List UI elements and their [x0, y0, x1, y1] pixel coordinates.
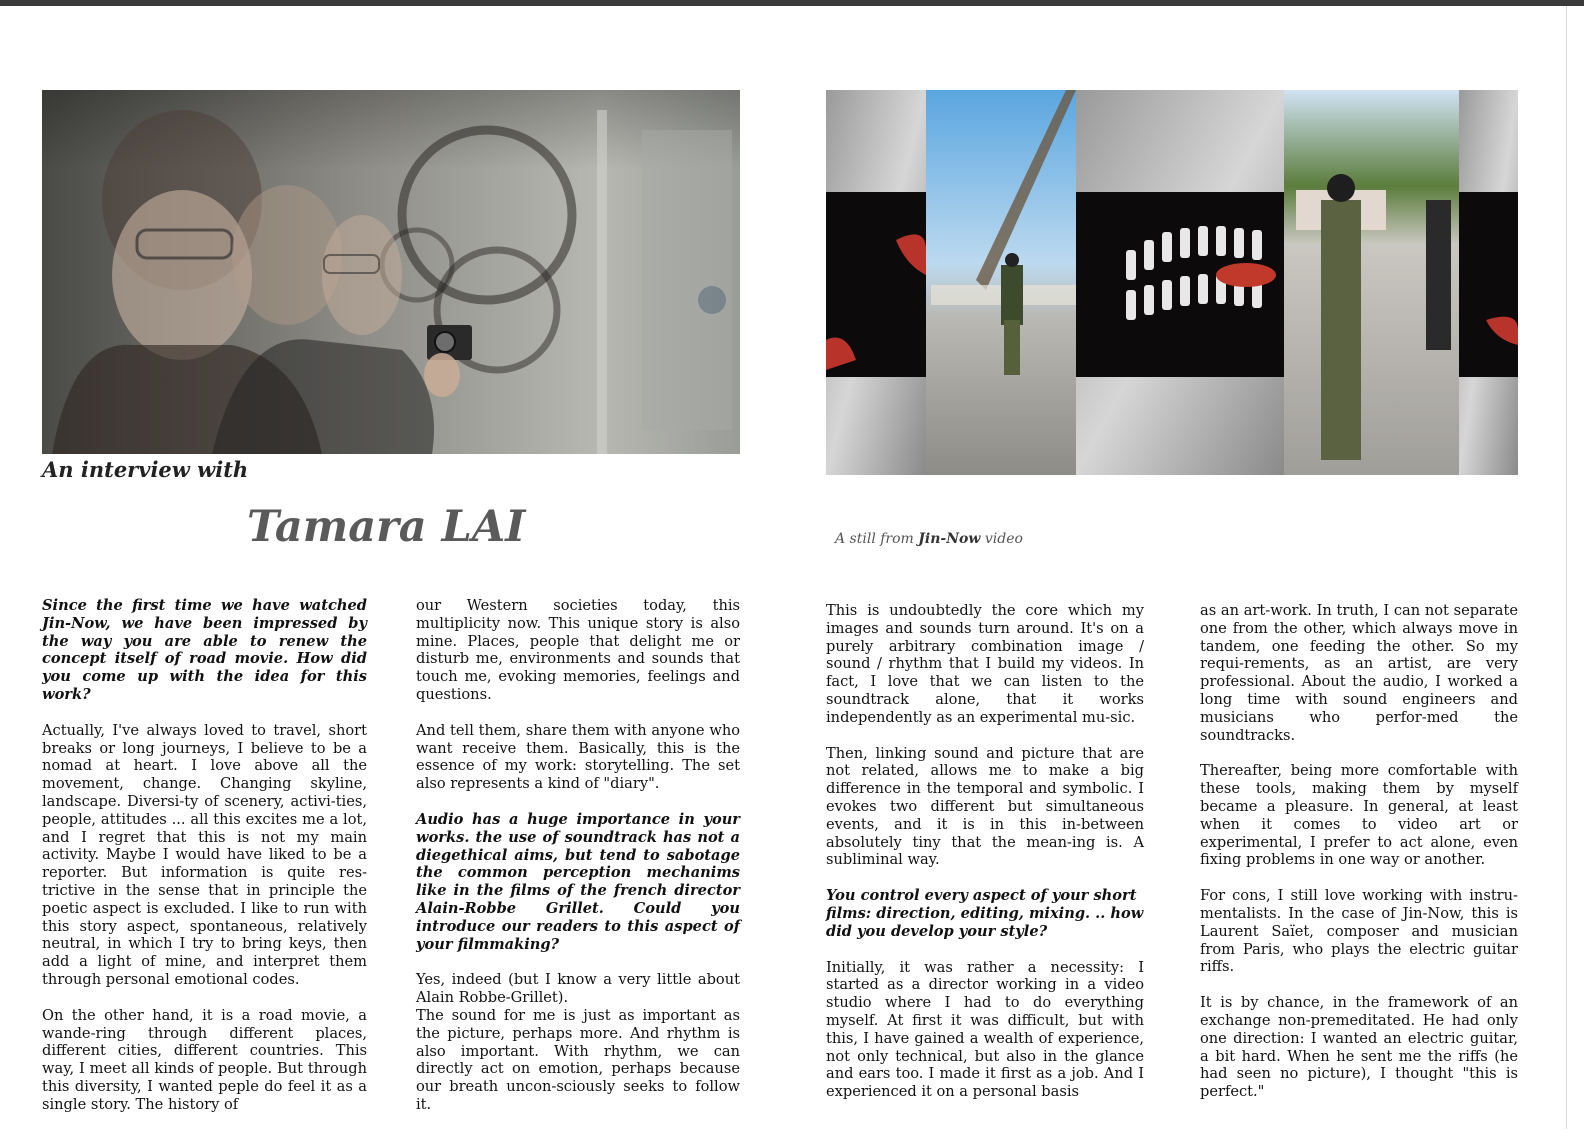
interview-kicker: An interview with [42, 457, 249, 482]
artist-name: Tamara LAI [247, 502, 526, 552]
photo-collage-icon [42, 90, 740, 454]
paragraph: Initially, it was rather a necessity: I started as a director working in a video studio where I had to do everything myself. At first it was difficult, but with this, I have gained a wealth of experience, not only technical, but also in the glance and ears too. I made it first as a job. And I experienced it on a personal basis [826, 958, 1144, 1101]
paragraph: Thereafter, being more comfortable with these tools, making them by myself became a pleasure. In general, at least when it comes to video art or experimental, I prefer to act alone, even fixing problems in one way or another. [1200, 762, 1518, 869]
paragraph: our Western societies today, this multiplicity now. This unique story is also mine. Places, people that delight me or disturb me, environments and sounds that touch me, evoking memories, feelings and questions. [416, 597, 740, 703]
caption-suffix: video [984, 531, 1023, 547]
paragraph: And tell them, share them with anyone who want receive them. Basically, this is the essence of my work: storytelling. The set also represents a kind of "diary". [416, 721, 740, 793]
video-strips-icon [826, 90, 1518, 475]
question: Since the first time we have watched Jin-Now, we have been impressed by the way you are able to renew the concept itself of road movie. How did you come up with the idea for this work? [42, 597, 367, 703]
paragraph: This is undoubtedly the core which my images and sounds turn around. It's on a purely arbitrary combination image / sound / rhythm that I build my videos. In fact, I love that we can listen to the soundtrack alone, that it works independently as an experimental mu-sic. [826, 602, 1144, 726]
top-border [0, 0, 1584, 6]
page-edge [1566, 6, 1567, 1129]
paragraph: Yes, indeed (but I know a very little about Alain Robbe-Grillet). [416, 971, 740, 1007]
interview-photo [42, 90, 740, 454]
caption-title: Jin-Now [918, 531, 981, 547]
paragraph: as an art-work. In truth, I can not separate one from the other, which always move in tandem, one feeding the other. So my requi-rements, as an artist, are very professional. About the audio, I worked a long time with sound engineers and musicians who perfor-med the soundtracks. [1200, 602, 1518, 744]
text-column-4 [1200, 602, 1518, 1119]
paragraph: On the other hand, it is a road movie, a wande-ring through different places, different cities, different countries. This way, I meet all kinds of people. But through this diversity, I wanted peple do feel it as a single story. The history of [42, 1006, 367, 1113]
video-still-photo [826, 90, 1518, 475]
text-column-2 [416, 597, 740, 1132]
paragraph: Actually, I've always loved to travel, short breaks or long journeys, I believe to be a nomad at heart. I love above all the movement, change. Changing skyline, landscape. Diversi-ty of scenery, activi-ties, people, attitudes ... all this excites me a lot, and I regret that this is not my main activity. Maybe I would have liked to be a reporter. But information is quite res-trictive in the sense that in principle the poetic aspect is excluded. I like to run with this story aspect, spontaneous, relatively neutral, in which I try to bring keys, then add a light of mine, and interpret them through personal emotional codes. [42, 721, 367, 988]
text-column-1 [42, 597, 367, 1132]
image-caption [835, 531, 1023, 547]
question: You control every aspect of your short films: direction, editing, mixing. .. how did you develop your style? [826, 887, 1144, 940]
caption-prefix: A still from [835, 531, 914, 547]
question: Audio has a huge importance in your works. the use of soundtrack has not a diegethical aims, but tend to sabotage the common perception mechanims like in the films of the french director Alain-Robbe Grillet. Could you introduce our readers to this aspect of your filmmaking? [416, 810, 740, 953]
paragraph: For cons, I still love working with instru-mentalists. In the case of Jin-Now, this is Laurent Saïet, composer and musician from Paris, who plays the electric guitar riffs. [1200, 887, 1518, 976]
paragraph: It is by chance, in the framework of an exchange non-premeditated. He had only one direction: I wanted an electric guitar, a bit hard. When he sent me the riffs (he had seen no picture), I thought "this is perfect." [1200, 994, 1518, 1101]
text-column-3 [826, 602, 1144, 1119]
paragraph: The sound for me is just as important as the picture, perhaps more. And rhythm is also important. With rhythm, we can directly act on emotion, perhaps because our breath uncon-sciously seeks to follow it. [416, 1006, 740, 1113]
paragraph: Then, linking sound and picture that are not related, allows me to make a big difference in the temporal and symbolic. I evokes two different but simultaneous events, and it is in this in-between absolutely tiny that the mean-ing is. A subliminal way. [826, 744, 1144, 869]
